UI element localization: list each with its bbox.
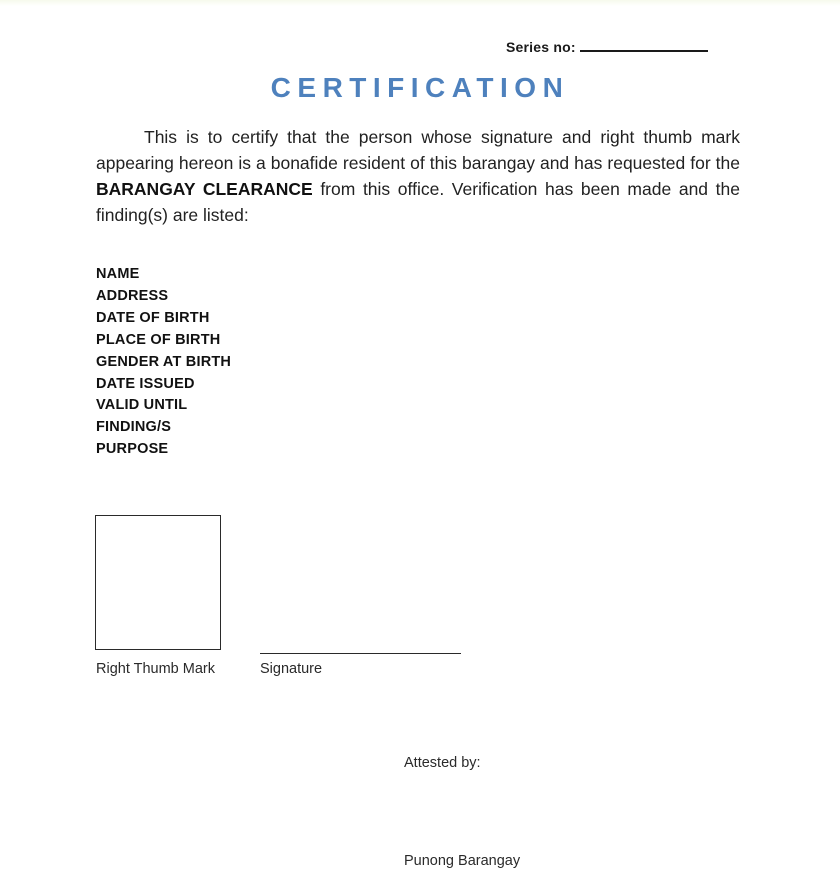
paragraph-part-1: This is to certify that the person whose signature and right thumb mark appearing hereon is a bonafide resident of this barangay and has requested for the <box>96 127 740 173</box>
field-list <box>96 264 231 461</box>
field-findings: FINDING/S <box>96 419 172 436</box>
signature-line <box>260 653 461 654</box>
series-number <box>506 38 708 55</box>
punong-barangay-label: Punong Barangay <box>404 853 521 869</box>
series-label: Series no: <box>506 39 576 55</box>
signature-label: Signature <box>260 661 323 677</box>
attested-by-label: Attested by: <box>404 755 481 771</box>
certification-paragraph <box>96 124 740 228</box>
field-date-issued: DATE ISSUED <box>96 375 195 392</box>
paragraph-highlight: BARANGAY CLEARANCE <box>96 179 313 199</box>
field-valid-until: VALID UNTIL <box>96 397 188 414</box>
field-purpose: PURPOSE <box>96 441 169 458</box>
document-title: CERTIFICATION <box>270 72 570 103</box>
series-blank-line <box>580 38 708 52</box>
paragraph-part-2: from this office. Verification has been made and the finding(s) are listed: <box>96 179 740 225</box>
thumb-mark-label: Right Thumb Mark <box>96 661 215 677</box>
field-gender-at-birth: GENDER AT BIRTH <box>96 353 232 370</box>
field-date-of-birth: DATE OF BIRTH <box>96 309 210 326</box>
field-address: ADDRESS <box>96 287 169 304</box>
field-place-of-birth: PLACE OF BIRTH <box>96 331 221 348</box>
top-edge-tint <box>0 0 840 6</box>
field-name: NAME <box>96 266 140 282</box>
thumb-mark-box <box>95 515 221 650</box>
